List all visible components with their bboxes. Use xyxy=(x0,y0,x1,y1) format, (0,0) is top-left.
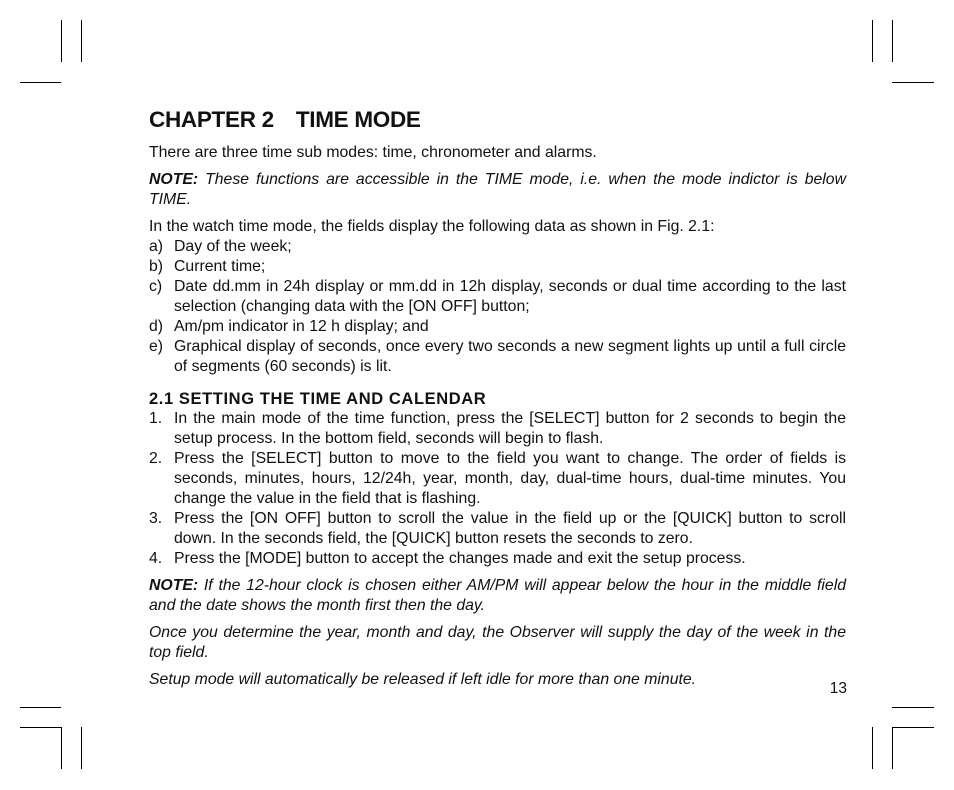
note-paragraph xyxy=(149,576,846,616)
crop-mark xyxy=(892,727,934,728)
crop-mark xyxy=(872,727,873,769)
step-item-label: 1. xyxy=(149,410,163,427)
list-item-label: a) xyxy=(149,238,164,255)
list-item xyxy=(149,237,846,257)
intro-paragraph: There are three time sub modes: time, chronometer and alarms. xyxy=(149,144,597,161)
list-item-label: b) xyxy=(149,258,164,275)
list-item-text: Day of the week; xyxy=(174,238,292,255)
list-item-label: c) xyxy=(149,278,163,295)
note-paragraph: Once you determine the year, month and day, the Observer will supply the day of the week in the top field. xyxy=(149,624,846,661)
list-item xyxy=(149,277,846,317)
list-item xyxy=(149,317,846,337)
list-item-text: Date dd.mm in 24h display or mm.dd in 12h display, seconds or dual time according to the last selection (changing data with the [ON OFF] button; xyxy=(174,278,846,315)
crop-mark xyxy=(20,82,61,83)
list-item xyxy=(149,257,846,277)
list-item xyxy=(149,337,846,377)
note-label: NOTE: xyxy=(149,577,199,594)
crop-mark xyxy=(872,20,873,62)
crop-mark xyxy=(20,727,61,728)
list-item-text: Am/pm indicator in 12 h display; and xyxy=(174,318,429,335)
step-item xyxy=(149,509,846,549)
fields-intro: In the watch time mode, the fields display the following data as shown in Fig. 2.1: xyxy=(149,218,715,235)
chapter-heading xyxy=(149,106,846,134)
note-paragraph xyxy=(149,170,846,210)
step-item-text: Press the [ON OFF] button to scroll the value in the field up or the [QUICK] button to scroll down. In the seconds field, the [QUICK] button resets the seconds to zero. xyxy=(174,510,846,547)
step-item-label: 4. xyxy=(149,550,163,567)
crop-mark xyxy=(81,20,82,62)
step-item-text: In the main mode of the time function, press the [SELECT] button for 2 seconds to begin the setup process. In the bottom field, seconds will begin to flash. xyxy=(174,410,846,447)
steps-list xyxy=(149,409,846,569)
crop-mark xyxy=(892,82,934,83)
note-text: If the 12-hour clock is chosen either AM/PM will appear below the hour in the middle field and the date shows the month first then the day. xyxy=(149,577,846,614)
crop-mark xyxy=(61,20,62,62)
crop-mark xyxy=(892,20,893,62)
list-item-text: Graphical display of seconds, once every two seconds a new segment lights up until a full circle of segments (60 seconds) is lit. xyxy=(174,338,846,375)
step-item xyxy=(149,449,846,509)
chapter-number: CHAPTER 2 xyxy=(149,107,274,132)
step-item-text: Press the [SELECT] button to move to the field you want to change. The order of fields is seconds, minutes, hours, 12/24h, year, month, day, dual-time hours, dual-time minutes. You change the value in the field that is flashing. xyxy=(174,450,846,507)
step-item xyxy=(149,409,846,449)
crop-mark xyxy=(20,707,61,708)
list-item-label: e) xyxy=(149,338,164,355)
step-item-label: 2. xyxy=(149,450,163,467)
note-label: NOTE: xyxy=(149,171,199,188)
chapter-title: TIME MODE xyxy=(295,107,421,132)
section-heading: 2.1 SETTING THE TIME AND CALENDAR xyxy=(149,390,487,408)
step-item-label: 3. xyxy=(149,510,163,527)
list-item-label: d) xyxy=(149,318,164,335)
step-item-text: Press the [MODE] button to accept the changes made and exit the setup process. xyxy=(174,550,746,567)
fields-list xyxy=(149,237,846,377)
crop-mark xyxy=(81,727,82,769)
crop-mark xyxy=(61,727,62,769)
crop-mark xyxy=(892,707,934,708)
page-number: 13 xyxy=(829,680,847,697)
crop-mark xyxy=(892,727,893,769)
step-item xyxy=(149,549,846,569)
list-item-text: Current time; xyxy=(174,258,266,275)
note-text: These functions are accessible in the TIME mode, i.e. when the mode indictor is below TIME. xyxy=(149,171,846,208)
note-paragraph: Setup mode will automatically be released if left idle for more than one minute. xyxy=(149,671,697,688)
page-content xyxy=(149,106,846,690)
